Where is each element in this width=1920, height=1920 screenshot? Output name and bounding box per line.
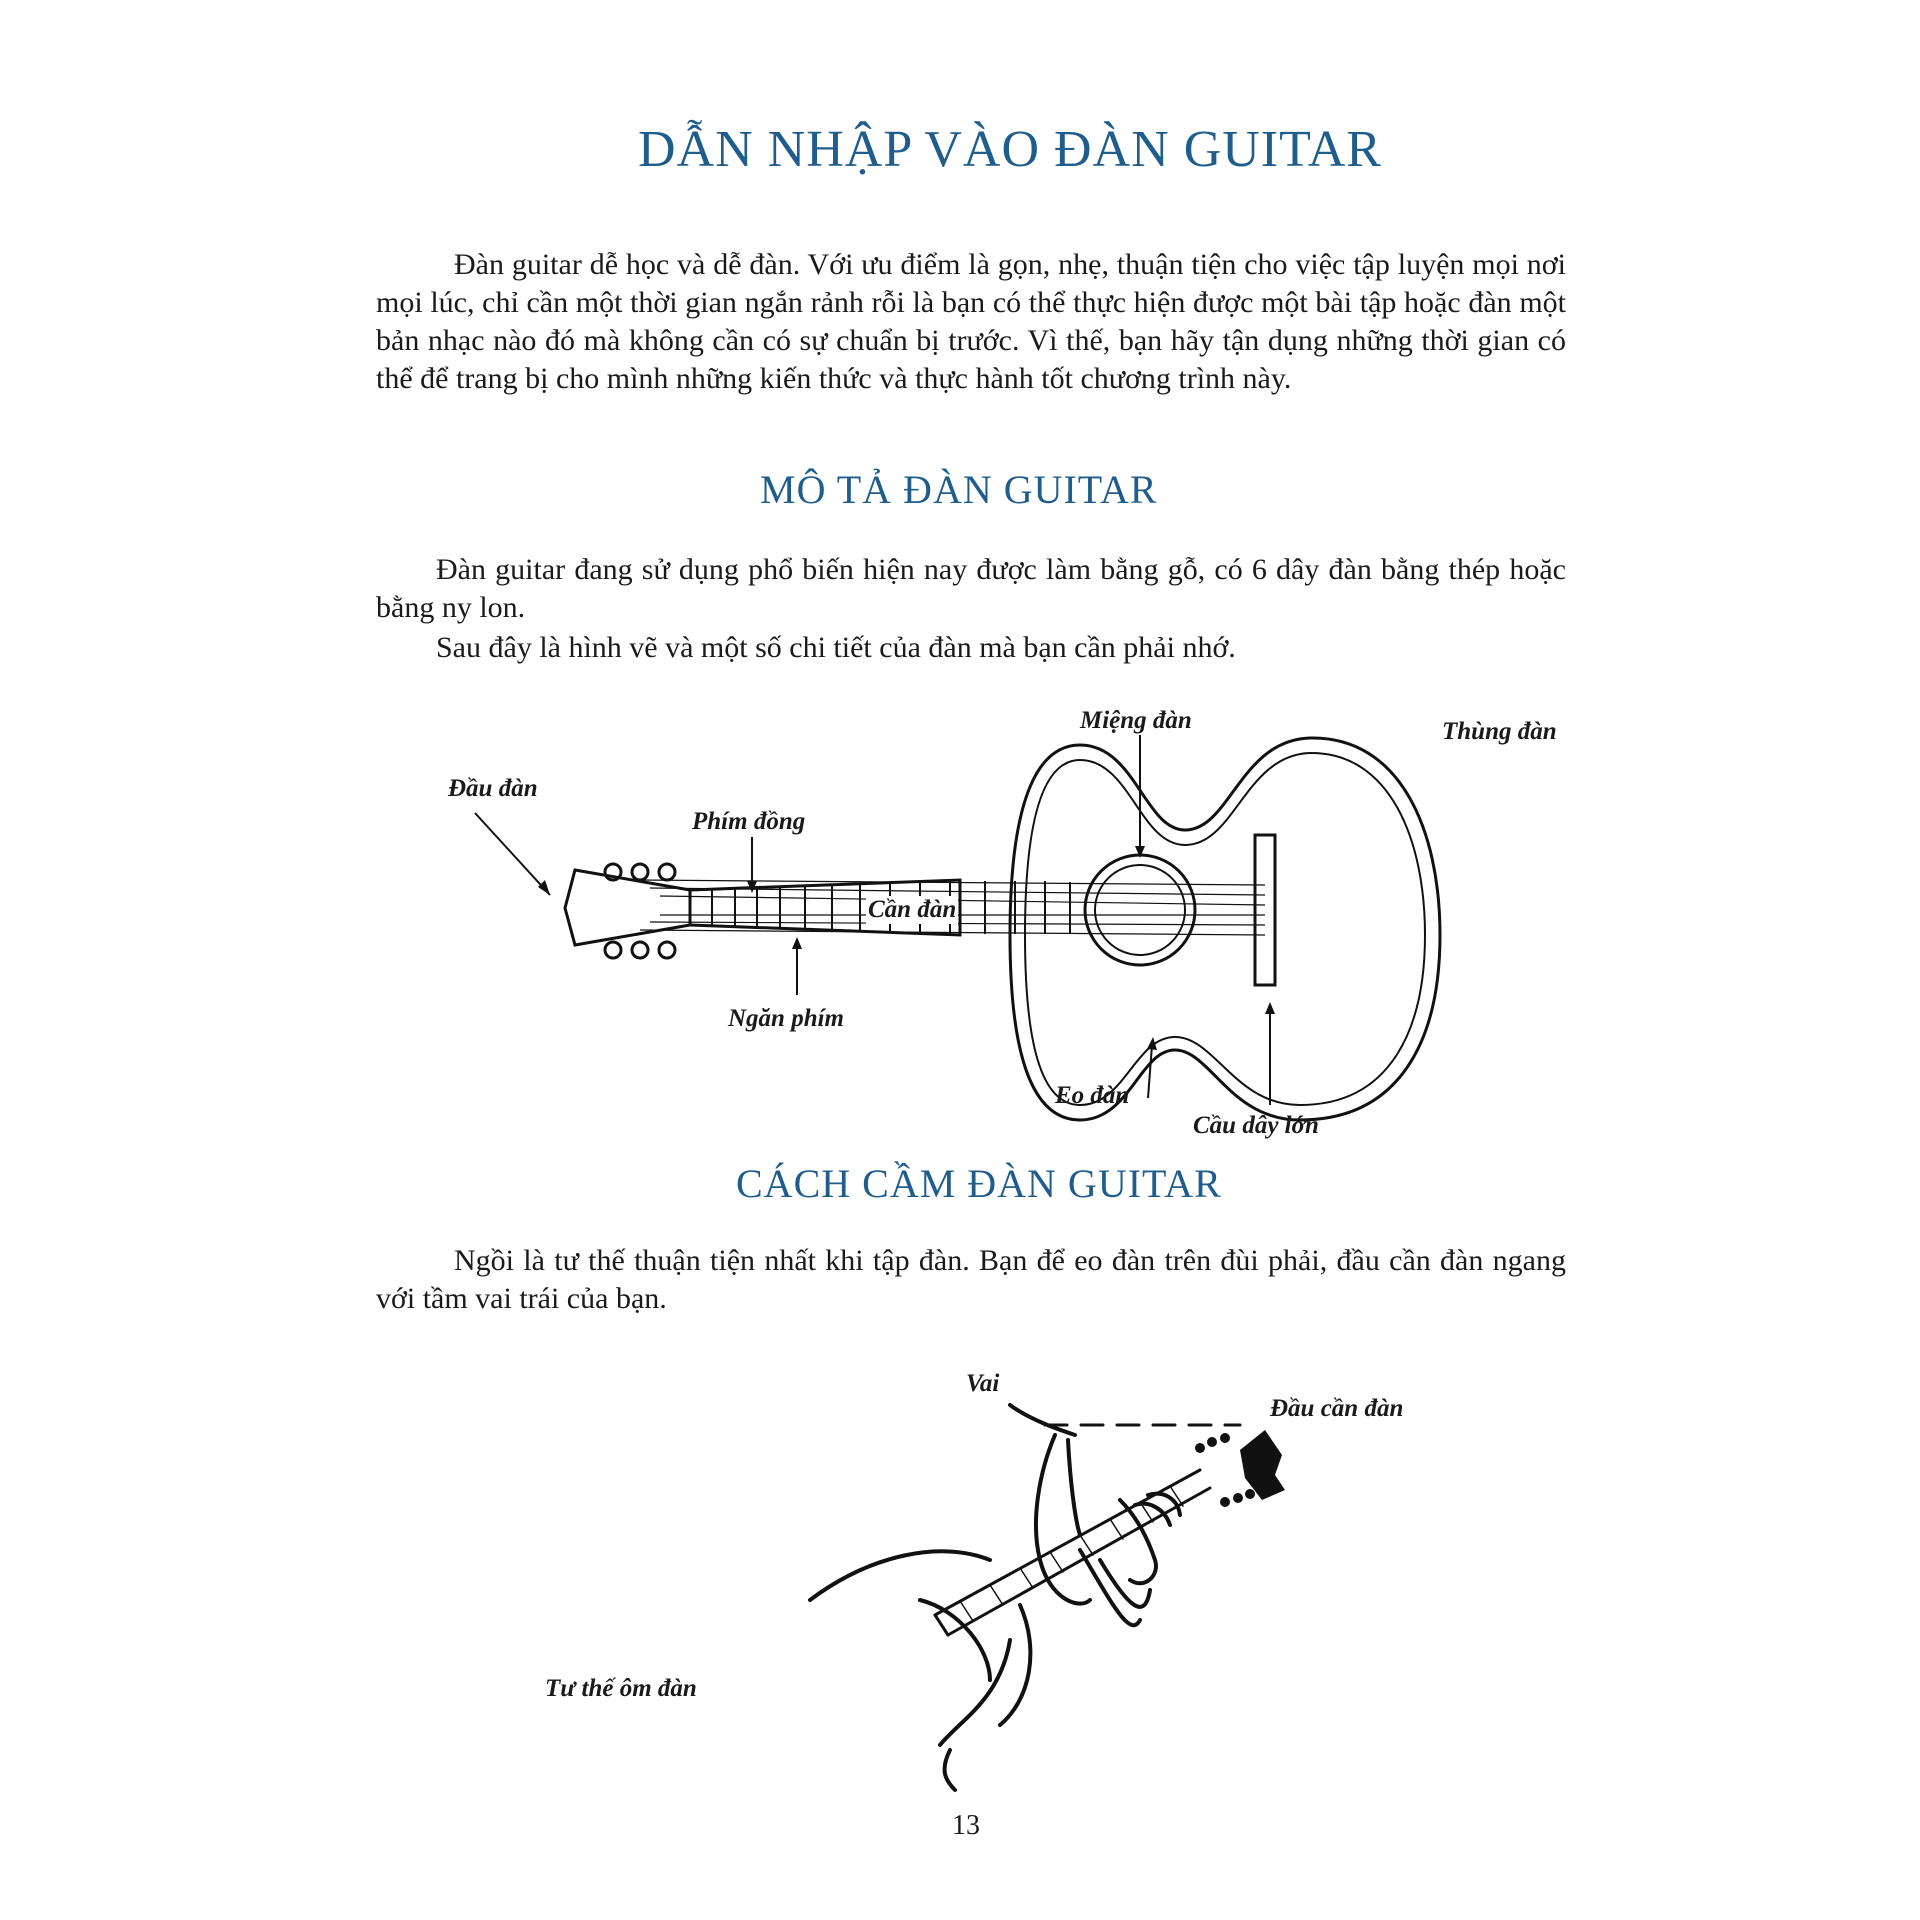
- label-sound-hole: Miệng đàn: [1080, 707, 1192, 734]
- label-shoulder: Vai: [966, 1370, 1000, 1397]
- label-frets: Phím đồng: [692, 808, 806, 835]
- page-title: DẪN NHẬP VÀO ĐÀN GUITAR: [638, 121, 1382, 178]
- label-bridge: Cầu dây lớn: [1193, 1112, 1319, 1139]
- description-paragraph: Đàn guitar đang sử dụng phổ biến hiện nay được làm bằng gỗ, có 6 dây đàn bằng thép hoặc bằng ny lon.: [376, 553, 1566, 624]
- holding-paragraph: Ngồi là tư thế thuận tiện nhất khi tập đàn. Bạn để eo đàn trên đùi phải, đầu cần đàn ngang với tầm vai trái của bạn.: [376, 1244, 1566, 1315]
- label-waist: Eo đàn: [1055, 1082, 1130, 1109]
- label-body: Thùng đàn: [1442, 718, 1557, 745]
- section-heading-description: MÔ TẢ ĐÀN GUITAR: [760, 467, 1158, 512]
- label-fret-spaces: Ngăn phím: [728, 1005, 845, 1032]
- page-number: 13: [952, 1810, 980, 1841]
- description-paragraph-2: Sau đây là hình vẽ và một số chi tiết của đàn mà bạn cần phải nhớ.: [436, 631, 1236, 664]
- figure-caption: Tư thế ôm đàn: [545, 1675, 697, 1702]
- intro-paragraph: Đàn guitar dễ học và dễ đàn. Với ưu điểm là gọn, nhẹ, thuận tiện cho việc tập luyện mọi nơi mọi lúc, chỉ cần một thời gian ngắn rảnh rỗi là bạn có thể thực hiện được một bài tập hoặc đàn một bản nhạc nào đó mà không cần có sự chuẩn bị trước. Vì thế, bạn hãy tận dụng những thời gian có thể để trang bị cho mình những kiến thức và thực hành tốt chương trình này.: [376, 248, 1566, 395]
- label-neck-head: Đầu cần đàn: [1270, 1395, 1404, 1422]
- label-neck: Cần đàn: [868, 896, 957, 923]
- label-headstock: Đầu đàn: [448, 775, 538, 802]
- section-heading-holding: CÁCH CẦM ĐÀN GUITAR: [736, 1161, 1222, 1206]
